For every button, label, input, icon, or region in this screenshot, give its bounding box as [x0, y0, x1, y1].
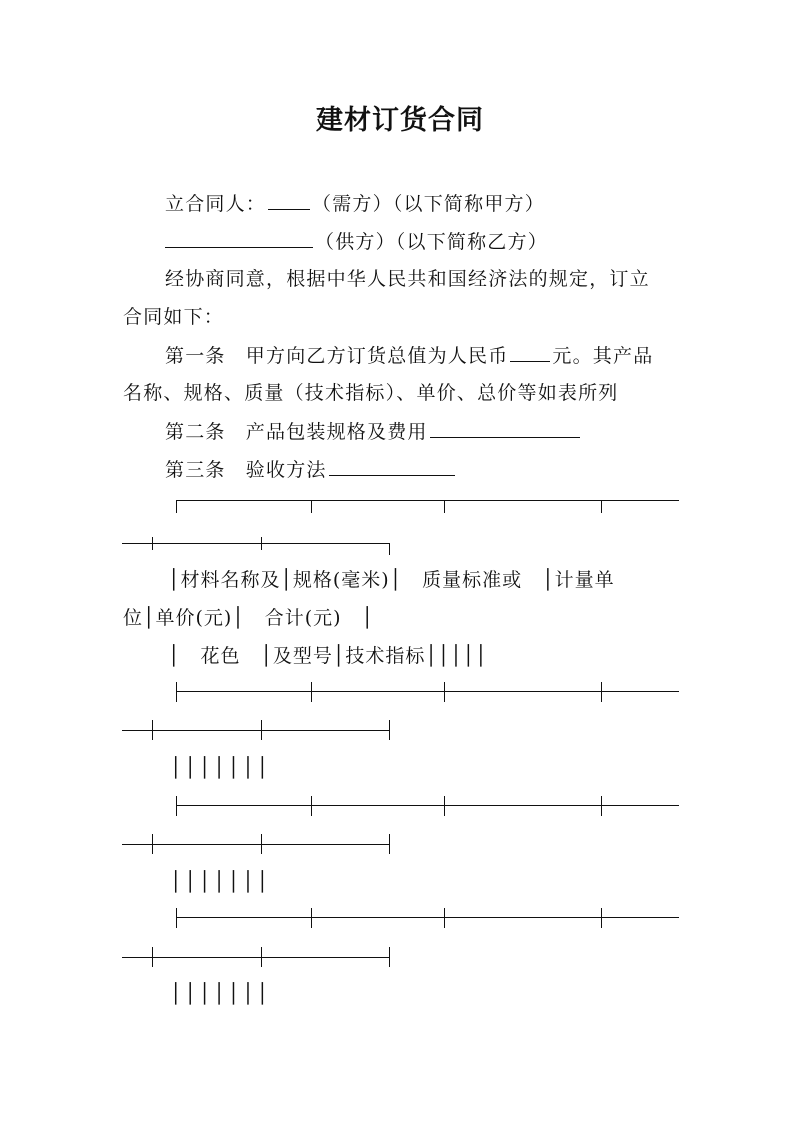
article-2-line [165, 419, 582, 444]
table-row-3: │││││││ [170, 983, 272, 1005]
acceptance-blank [329, 457, 455, 476]
total-value-blank [510, 343, 550, 362]
party-a-blank [268, 191, 310, 210]
article-3-text: 第三条 验收方法 [165, 459, 327, 481]
table-header-row-1: │材料名称及│规格(毫米)│ 质量标准或 │计量单 [168, 569, 615, 591]
article-1-line-1 [165, 343, 653, 368]
table-header-row-1-wrap: 位│单价(元)│ 合计(元) │ [123, 607, 374, 629]
agreement-line-1: 经协商同意，根据中华人民共和国经济法的规定，订立 [165, 268, 650, 290]
packaging-blank [430, 419, 580, 438]
document-title: 建材订货合同 [316, 105, 484, 136]
table-row-2: │││││││ [170, 871, 272, 893]
table-header-row-2: │ 花色 │及型号│技术指标│││││ [168, 645, 488, 667]
party-b-blank [165, 229, 313, 248]
agreement-line-2: 合同如下： [123, 306, 225, 328]
article-1-suffix: 元。其产品 [552, 345, 654, 367]
article-2-text: 第二条 产品包装规格及费用 [165, 421, 428, 443]
article-1-prefix: 第一条 甲方向乙方订货总值为人民币 [165, 345, 509, 367]
article-1-line-2: 名称、规格、质量（技术指标）、单价、总价等如表所列 [123, 382, 619, 404]
table-row-1: │││││││ [170, 757, 272, 779]
party-a-suffix: （需方）（以下简称甲方） [312, 193, 545, 215]
party-a-line [165, 191, 545, 216]
article-3-line [165, 457, 457, 482]
party-b-suffix: （供方）（以下简称乙方） [315, 231, 548, 253]
party-a-prefix: 立合同人： [165, 193, 267, 215]
party-b-line [165, 229, 548, 254]
